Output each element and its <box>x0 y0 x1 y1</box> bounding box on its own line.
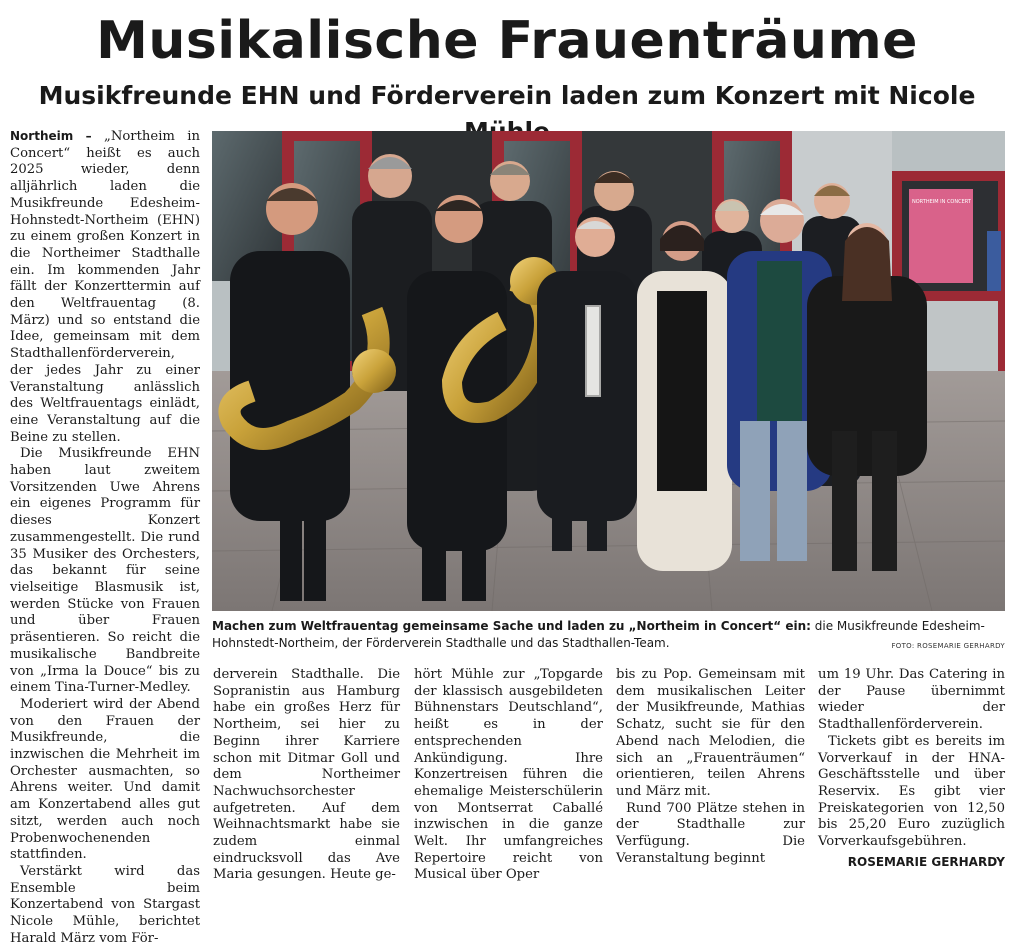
paragraph: Rund 700 Plätze stehen in der Stadthalle zur Verfügung. Die Veranstaltung beginnt <box>616 800 805 866</box>
author-byline: ROSEMARIE GERHARDY <box>847 854 1005 869</box>
headline: Musikalische Frauenträume <box>96 11 918 71</box>
paragraph: um 19 Uhr. Das Catering in der Pause übernimmt wieder der Stadthallenförderverein. <box>818 667 1005 733</box>
caption-lead: Machen zum Weltfrauentag gemeinsame Sache und laden zu „Northeim in Concert“ ein: <box>212 619 811 633</box>
paragraph: hört Mühle zur „Topgarde der klassisch ausgebildeten Bühnenstars Deutschland“, heißt es in der entsprechenden Ankündigung. Ihre Konzertreisen führen die ehemalige Meisterschülerin von Montserrat Caballé inzwischen in die ganze Welt. Ihr umfangreiches Repertoire reicht von Musical über Oper <box>414 667 603 883</box>
article-column-4 <box>616 667 805 867</box>
paragraph <box>10 128 200 446</box>
article-column-2 <box>213 667 400 884</box>
photo-illustration <box>212 131 1005 611</box>
photo-caption <box>212 618 1005 652</box>
paragraph: bis zu Pop. Gemeinsam mit dem musikalischen Leiter der Musikfreunde, Mathias Schatz, sucht sie für den Abend nach Melodien, die sich an „Frauenträumen“ orientieren, teilen Ahrens und März mit. <box>616 667 805 799</box>
paragraph: Verstärkt wird das Ensemble beim Konzertabend von Stargast Nicole Mühle, berichtet Harald März vom För- <box>10 863 200 946</box>
paragraph-text: „Northeim in Concert“ heißt es auch 2025 wieder, denn alljährlich laden die Musikfreunde Edesheim-Hohnstedt-Northeim (EHN) zu einem großen Konzert in die Northeimer Stadthalle ein. Im kommenden Jahr fällt der Konzerttermin auf den Weltfrauentag (8. März) und so entstand die Idee, gemeinsam mit dem Stadthallenförderverein, der jedes Jahr zu einer Veranstaltung anlässlich des Weltfrauentags einlädt, eine Veranstaltung auf die Beine zu stellen. <box>10 129 200 445</box>
caption-text: die Musikfreunde Edesheim-Hohnstedt-Northeim, der Förderverein Stadthalle und das Stadthallen-Team. <box>212 619 985 650</box>
subheadline: Musikfreunde EHN und Förderverein laden zum Konzert mit Nicole <box>38 81 976 110</box>
group-photo <box>212 131 1005 611</box>
article-column-5 <box>818 667 1005 870</box>
paragraph: Tickets gibt es bereits im Vorverkauf in der HNA-Geschäftsstelle und über Reservix. Es gibt vier Preiskategorien von 12,50 bis 25,20 Euro zuzüglich Vorverkaufsgebühren. <box>818 733 1005 850</box>
dateline: Northeim – <box>10 129 92 143</box>
article-column-1 <box>10 128 200 947</box>
photo-credit: FOTO: ROSEMARIE GERHARDY <box>891 642 1005 650</box>
paragraph: derverein Stadthalle. Die Sopranistin aus Hamburg habe ein großes Herz für Northeim, sei hier zu Beginn ihrer Karriere schon mit Ditmar Goll und dem Northeimer Nachwuchsorchester aufgetreten. Auf dem Weihnachtsmarkt habe sie zudem einmal eindrucksvoll das Ave Maria gesungen. Heute ge- <box>213 667 400 883</box>
poster-title: NORTHEIM IN CONCERT <box>912 199 971 205</box>
article-column-3 <box>414 667 603 884</box>
paragraph: Die Musikfreunde EHN haben laut zweitem Vorsitzenden Uwe Ahrens ein eigenes Programm für dieses Konzert zusammengestellt. Die rund 35 Musiker des Orchesters, das bekannt für seine vielseitige Blasmusik ist, werden Stücke von Frauen und über Frauen präsentieren. So reicht die musikalische Bandbreite von „Irma la Douce“ bis zu einem Tina-Turner-Medley. <box>10 446 200 696</box>
paragraph: Moderiert wird der Abend von den Frauen der Musikfreunde, die inzwischen die Mehrheit im Orchester ausmachten, so Ahrens weiter. Und damit am Konzertabend alles gut sitzt, werden auch noch Probenwochenenden stattfinden. <box>10 696 200 863</box>
